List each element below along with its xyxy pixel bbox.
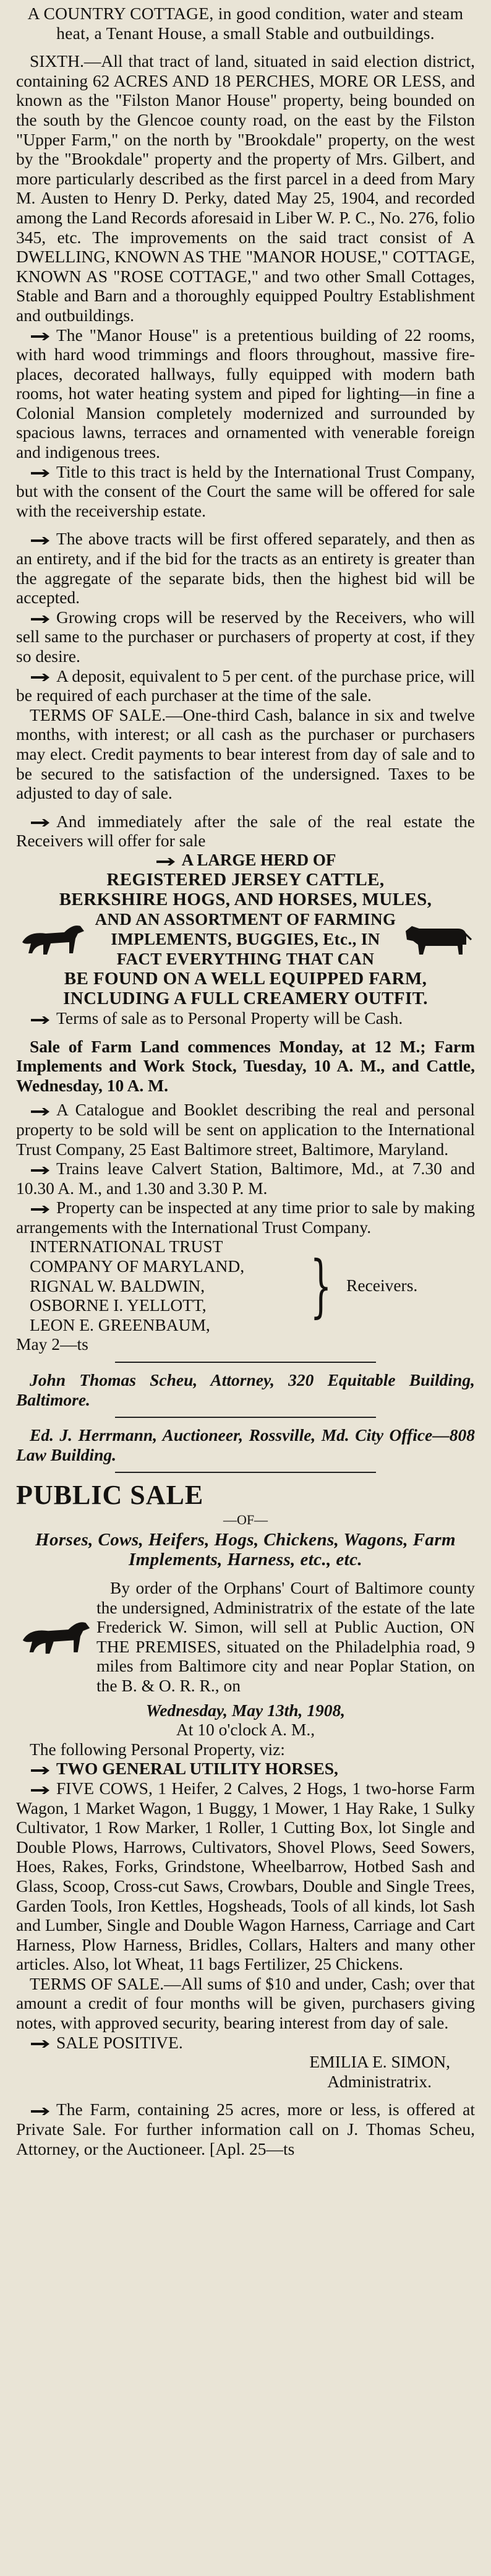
pointing-hand-icon: [30, 1785, 54, 1795]
personal-terms: Terms of sale as to Personal Property will be Cash.: [16, 1008, 475, 1028]
pointing-hand-icon: [30, 2106, 54, 2116]
public-sale-heading: PUBLIC SALE: [16, 1480, 204, 1511]
terms-of-sale-paragraph: TERMS OF SALE.—One-third Cash, balance in six and twelve months, with interest; or all cash as the purchaser or purchasers may elect. Credit payments to bear interest from day of sale and to be secured to the satisfaction of the undersigned. Taxes to be adjusted to day of sale.: [16, 705, 475, 803]
administratrix-title: Administratrix.: [327, 2071, 432, 2091]
growing-crops-paragraph: Growing crops will be reserved by the Receivers, who will sell same to the purchaser or purchasers of property at cost, if they so desire.: [16, 607, 475, 666]
herd-illustrated-row: [16, 909, 475, 969]
horse-icon: [16, 1609, 96, 1665]
pointing-hand-icon: [30, 1766, 54, 1775]
pointing-hand-icon: [155, 857, 180, 867]
trains-paragraph: Trains leave Calvert Station, Baltimore, Md., at 7.30 and 10.30 A. M., and 1.30 and 3.30 P. M.: [16, 1159, 475, 1198]
sale-schedule: Sale of Farm Land commences Monday, at 12 M.; Farm Implements and Work Stock, Tuesday, 10 A. M., and Cattle, Wednesday, 10 A. M.: [16, 1036, 475, 1095]
property-list: FIVE COWS, 1 Heifer, 2 Calves, 2 Hogs, 1 two-horse Farm Wagon, 1 Market Wagon, 1 Buggy, 1 Mower, 1 Hay Rake, 1 Sulky Cultivator, 1 Row Marker, 1 Roller, 1 Cutting Box, lot Single and Double Plows, Harrows, Cultivators, Shovel Plows, Seed Sowers, Hoes, Rakes, Forks, Grindstone, Wheelbarrow, Hotbed Sash and Glass, Scoop, Cross-cut Saws, Crowbars, Double and Single Trees, Garden Tools, Iron Kettles, Hogsheads, Tools of all kinds, lot Sash and Lumber, Single and Double Wagon Harness, Carriage and Cart Harness, Plow Harness, Bridles, Collars, Halters and many other articles. Also, lot Wheat, 11 bags Fertilizer, 25 Chickens.: [16, 1778, 475, 1974]
orphans-court-row: [16, 1578, 475, 1696]
brace-glyph: }: [310, 1246, 332, 1326]
herd-farm-outfit: BE FOUND ON A WELL EQUIPPED FARM, INCLUDING A FULL CREAMERY OUTFIT.: [63, 968, 428, 1008]
manor-house-paragraph: The "Manor House" is a pretentious building of 22 rooms, with hard wood trimmings and floors throughout, massive fire-places, decorated hallways, fully equipped with modern bath rooms, hot water heating system and piped for lighting—in fine a Colonial Mansion completely modernized and surrounded by spacious lawns, terraces and ornamented with venerable foreign and indigenous trees.: [16, 325, 475, 462]
cow-icon: [401, 917, 475, 961]
sale-terms: TERMS OF SALE.—All sums of $10 and under, Cash; over that amount a credit of four months will be given, purchasers giving notes, with approved security, bearing interest from day of sale.: [16, 1973, 475, 2033]
tracts-offered-paragraph: The above tracts will be first offered separately, and then as an entirety, and if the bid for the tracts as an entirety is greater than the aggregate of the separate bids, then the highest bid will be accepted.: [16, 529, 475, 608]
title-paragraph: Title to this tract is held by the International Trust Company, but with the consent of the Court the same will be offered for sale with the receivership estate.: [16, 462, 475, 520]
horse-icon: [16, 917, 90, 961]
administratrix-name: EMILIA E. SIMON,: [309, 2052, 450, 2072]
receivers-date: May 2—ts: [16, 1334, 88, 1354]
pointing-hand-icon: [30, 332, 54, 341]
personal-property-intro: And immediately after the sale of the real estate the Receivers will offer for sale: [16, 811, 475, 851]
sale-positive: SALE POSITIVE.: [16, 2033, 475, 2053]
receivers-label: Receivers.: [346, 1276, 418, 1295]
pointing-hand-icon: [30, 1015, 54, 1025]
public-sale-items: Horses, Cows, Heifers, Hogs, Chickens, Wagons, Farm Implements, Harness, etc., etc.: [35, 1530, 456, 1569]
advertisement-column: [12, 0, 479, 2158]
horses-line: TWO GENERAL UTILITY HORSES,: [16, 1759, 475, 1779]
receiver-name: INTERNATIONAL TRUST COMPANY OF MARYLAND,: [30, 1237, 245, 1276]
receiver-name: OSBORNE I. YELLOTT,: [30, 1295, 207, 1315]
pointing-hand-icon: [30, 1204, 54, 1214]
pointing-hand-icon: [30, 672, 54, 682]
herd-implements: AND AN ASSORTMENT OF FARMING IMPLEMENTS, BUGGIES, Etc., IN FACT EVERYTHING THAT CAN: [95, 909, 396, 968]
attorney-line: John Thomas Scheu, Attorney, 320 Equitable Building, Baltimore.: [16, 1370, 475, 1409]
pointing-hand-icon: [30, 1107, 54, 1117]
divider: [115, 1417, 376, 1418]
auctioneer-line: Ed. J. Herrmann, Auctioneer, Rossville, Md. City Office—808 Law Building.: [16, 1425, 475, 1464]
pointing-hand-icon: [30, 818, 54, 828]
divider: [115, 1472, 376, 1473]
orphans-court-paragraph: By order of the Orphans' Court of Baltimore county the undersigned, Administratrix of the estate of the late Frederick W. Simon, will sell at Public Auction, ON THE PREMISES, situated on the Philadelphia road, 9 miles from Baltimore city and near Poplar Station, on the B. & O. R. R., on: [96, 1578, 475, 1695]
pointing-hand-icon: [30, 1166, 54, 1175]
sale-time: At 10 o'clock A. M.,: [176, 1720, 315, 1740]
pointing-hand-icon: [30, 614, 54, 624]
herd-heading: A LARGE HERD OF: [16, 851, 475, 870]
herd-hogs-horses: BERKSHIRE HOGS, AND HORSES, MULES,: [59, 889, 432, 909]
public-sale-of: —OF—: [223, 1512, 268, 1528]
catalogue-paragraph: A Catalogue and Booklet describing the real and personal property to be sold will be sent on application to the International Trust Company, 25 East Baltimore street, Baltimore, Maryland.: [16, 1100, 475, 1159]
receiver-name: RIGNAL W. BALDWIN,: [30, 1276, 205, 1295]
inspection-paragraph: Property can be inspected at any time prior to sale by making arrangements with the International Trust Company.: [16, 1198, 475, 1237]
following-property: The following Personal Property, viz:: [30, 1739, 285, 1759]
sale-date: Wednesday, May 13th, 1908,: [145, 1700, 346, 1720]
herd-cattle: REGISTERED JERSEY CATTLE,: [106, 869, 385, 890]
farm-date: [Apl. 25—ts: [209, 2139, 295, 2158]
pointing-hand-icon: [30, 2039, 54, 2049]
receiver-name: LEON E. GREENBAUM,: [30, 1315, 210, 1334]
sixth-tract-paragraph: SIXTH.—All that tract of land, situated in said election district, containing 62 ACRES AND 18 PERCHES, MORE OR LESS, and known as the "Filston Manor House" property, being bounded on the south by the Glencoe county road, on the east by the Filston "Upper Farm," on the north by "Brookdale" property, on the west by the "Brookdale" property and the property of Mrs. Gilbert, and more particularly described as the first parcel in a deed from Mary M. Austen to Henry D. Perky, dated May 25, 1904, and recorded among the Land Records aforesaid in Liber W. P. C., No. 276, folio 345, etc. The improvements on the said tract consist of A DWELLING, KNOWN AS THE "MANOR HOUSE," COTTAGE, KNOWN AS "ROSE COTTAGE," and two other Small Cottages, Stable and Barn and a thoroughly equipped Poultry Establishment and outbuildings.: [16, 51, 475, 325]
divider: [115, 1362, 376, 1363]
pointing-hand-icon: [30, 536, 54, 546]
farm-private-sale: The Farm, containing 25 acres, more or less, is offered at Private Sale. For further information call on J. Thomas Scheu, Attorney, or the Auctioneer. [Apl. 25—ts: [16, 2100, 475, 2158]
deposit-paragraph: A deposit, equivalent to 5 per cent. of the purchase price, will be required of each purchaser at the time of the sale.: [16, 666, 475, 705]
receivers-block: [16, 1237, 475, 1334]
cottage-line: A COUNTRY COTTAGE, in good condition, water and steam heat, a Tenant House, a small Stable and outbuildings.: [27, 4, 464, 43]
pointing-hand-icon: [30, 468, 54, 478]
